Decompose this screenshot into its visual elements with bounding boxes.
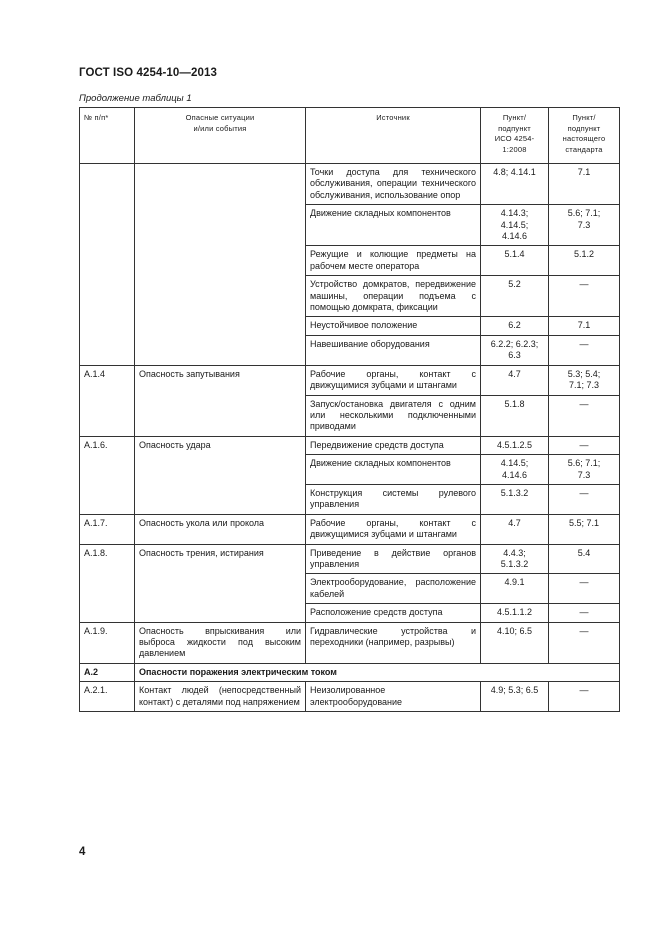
iso-clause: 4.14.3; 4.14.5; 4.14.6 xyxy=(481,205,549,246)
iso-clause: 4.14.5; 4.14.6 xyxy=(481,455,549,485)
standard-clause: 5.6; 7.1; 7.3 xyxy=(549,205,620,246)
standard-clause: 7.1 xyxy=(549,164,620,205)
hazard-source: Рабочие органы, контакт с движущимися зубцами и штангами xyxy=(306,514,481,544)
iso-clause: 4.5.1.2.5 xyxy=(481,436,549,454)
section-number: А.2 xyxy=(80,663,135,681)
hazard-source: Движение складных компонентов xyxy=(306,205,481,246)
hazard-source: Точки доступа для технического обслуживания, операции технического обслуживания, использование опор xyxy=(306,164,481,205)
standard-clause: — xyxy=(549,622,620,663)
standard-clause: — xyxy=(549,395,620,436)
standard-clause: — xyxy=(549,276,620,317)
iso-clause: 4.9; 5.3; 6.5 xyxy=(481,682,549,712)
standard-clause: 5.4 xyxy=(549,544,620,574)
iso-clause: 6.2.2; 6.2.3; 6.3 xyxy=(481,335,549,365)
standard-clause: — xyxy=(549,335,620,365)
iso-clause: 5.1.8 xyxy=(481,395,549,436)
table-row xyxy=(80,544,620,574)
hazard-situation: Контакт людей (непосредственный контакт) с деталями под напряжением xyxy=(135,682,306,712)
hazard-number: А.2.1. xyxy=(80,682,135,712)
hazard-situation: Опасность удара xyxy=(135,436,306,514)
iso-clause: 4.9.1 xyxy=(481,574,549,604)
iso-clause: 6.2 xyxy=(481,317,549,335)
table-row xyxy=(80,436,620,454)
hazard-source: Электрооборудование, расположение кабелей xyxy=(306,574,481,604)
iso-clause: 4.10; 6.5 xyxy=(481,622,549,663)
iso-clause: 5.2 xyxy=(481,276,549,317)
iso-clause: 4.5.1.1.2 xyxy=(481,604,549,622)
column-header-number: № п/п* xyxy=(80,108,135,164)
table-body xyxy=(80,164,620,712)
column-header-standard-clause: Пункт/ подпункт настоящего стандарта xyxy=(549,108,620,164)
hazard-source: Конструкция системы рулевого управления xyxy=(306,484,481,514)
standard-clause: 5.1.2 xyxy=(549,246,620,276)
hazard-number: А.1.4 xyxy=(80,365,135,436)
standard-clause: 5.5; 7.1 xyxy=(549,514,620,544)
hazard-number: А.1.8. xyxy=(80,544,135,622)
hazard-situation: Опасность впрыскивания или выброса жидкости под высоким давлением xyxy=(135,622,306,663)
hazard-source: Приведение в действие органов управления xyxy=(306,544,481,574)
hazard-source: Устройство домкратов, передвижение машины, операции подъема с помощью домкрата, фиксации xyxy=(306,276,481,317)
hazard-situation: Опасность запутывания xyxy=(135,365,306,436)
column-header-situation: Опасные ситуации и/или события xyxy=(135,108,306,164)
table-row xyxy=(80,514,620,544)
section-title: Опасности поражения электрическим током xyxy=(135,663,620,681)
column-header-iso-clause: Пункт/ подпункт ИСО 4254- 1:2008 xyxy=(481,108,549,164)
iso-clause: 5.1.3.2 xyxy=(481,484,549,514)
hazard-situation: Опасность укола или прокола xyxy=(135,514,306,544)
hazard-source: Движение складных компонентов xyxy=(306,455,481,485)
hazard-source: Рабочие органы, контакт с движущимися зубцами и штангами xyxy=(306,365,481,395)
standard-clause: 5.3; 5.4; 7.1; 7.3 xyxy=(549,365,620,395)
hazard-source: Запуск/остановка двигателя с одним или несколькими подключенными приводами xyxy=(306,395,481,436)
table-caption: Продолжение таблицы 1 xyxy=(79,93,192,104)
column-header-source: Источник xyxy=(306,108,481,164)
iso-clause: 5.1.4 xyxy=(481,246,549,276)
hazard-source: Режущие и колющие предметы на рабочем месте оператора xyxy=(306,246,481,276)
iso-clause: 4.4.3; 5.1.3.2 xyxy=(481,544,549,574)
standard-clause: — xyxy=(549,682,620,712)
iso-clause: 4.7 xyxy=(481,365,549,395)
hazard-source: Гидравлические устройства и переходники (например, разрывы) xyxy=(306,622,481,663)
table-row xyxy=(80,164,620,205)
hazard-source: Передвижение средств доступа xyxy=(306,436,481,454)
iso-clause: 4.7 xyxy=(481,514,549,544)
hazard-number: А.1.9. xyxy=(80,622,135,663)
hazard-situation: Опасность трения, истирания xyxy=(135,544,306,622)
table-row xyxy=(80,682,620,712)
hazard-source: Неизолированное электрооборудование xyxy=(306,682,481,712)
hazard-source: Навешивание оборудования xyxy=(306,335,481,365)
hazard-number xyxy=(80,164,135,366)
hazard-source: Неустойчивое положение xyxy=(306,317,481,335)
hazards-table xyxy=(79,107,620,712)
standard-clause: — xyxy=(549,604,620,622)
standard-clause: — xyxy=(549,436,620,454)
hazard-situation xyxy=(135,164,306,366)
iso-clause: 4.8; 4.14.1 xyxy=(481,164,549,205)
standard-clause: — xyxy=(549,574,620,604)
page-number: 4 xyxy=(79,846,86,858)
table-header-row xyxy=(80,108,620,164)
standard-clause: — xyxy=(549,484,620,514)
document-header: ГОСТ ISO 4254-10—2013 xyxy=(79,67,217,79)
hazard-number: А.1.7. xyxy=(80,514,135,544)
table-row xyxy=(80,365,620,395)
standard-clause: 5.6; 7.1; 7.3 xyxy=(549,455,620,485)
hazard-number: А.1.6. xyxy=(80,436,135,514)
section-row xyxy=(80,663,620,681)
hazard-source: Расположение средств доступа xyxy=(306,604,481,622)
table-row xyxy=(80,622,620,663)
standard-clause: 7.1 xyxy=(549,317,620,335)
